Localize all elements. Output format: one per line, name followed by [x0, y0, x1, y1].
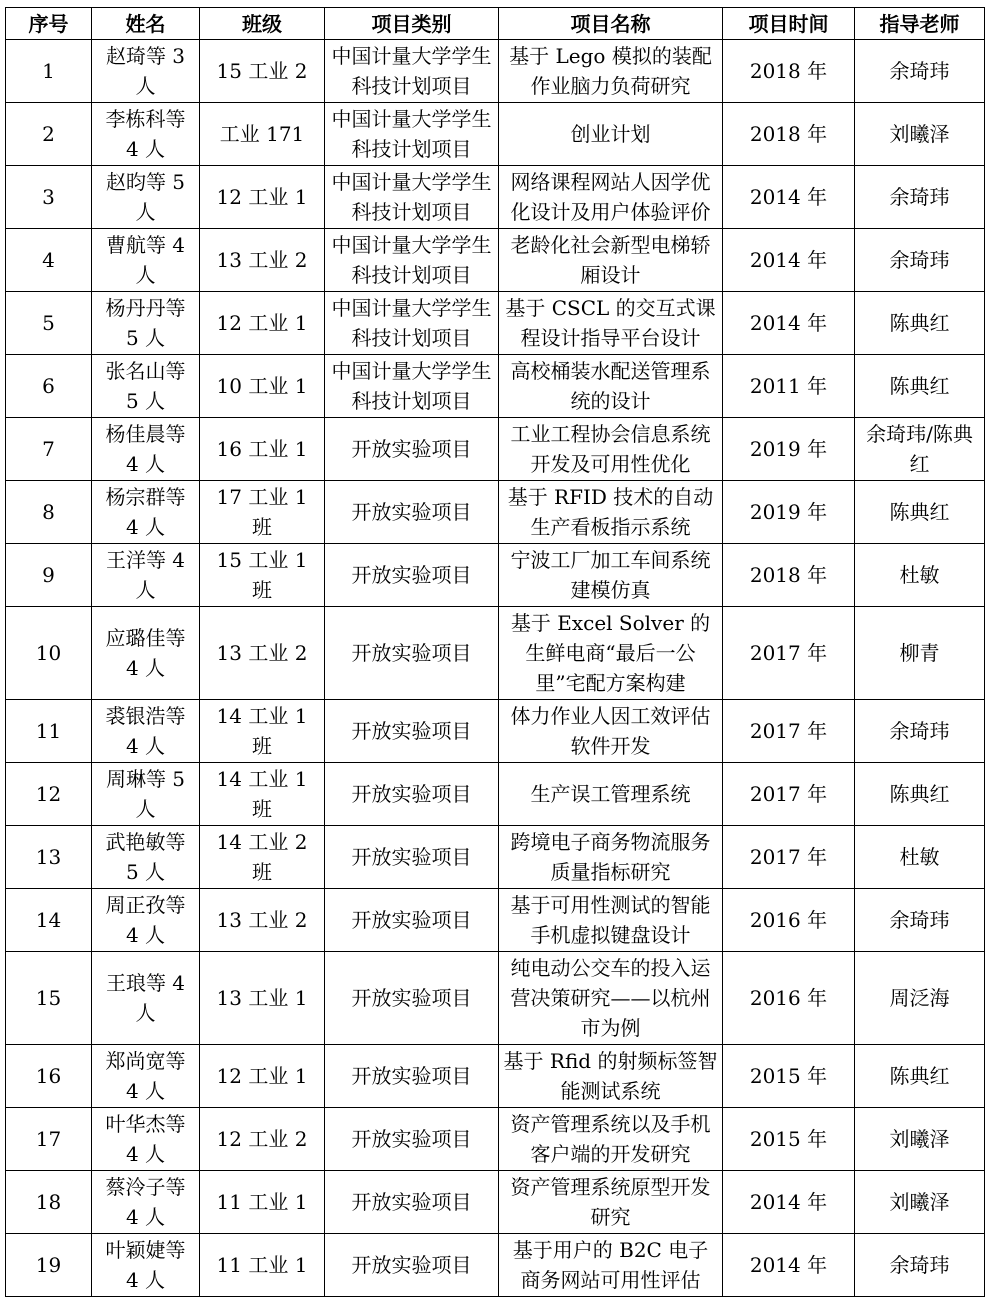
row-index: 18 [6, 1171, 92, 1234]
table-row [6, 952, 985, 1045]
project-time: 2017 年 [723, 607, 855, 700]
project-type: 开放实验项目 [325, 889, 499, 952]
class-name: 12 工业 1 [200, 1045, 325, 1108]
project-type: 中国计量大学学生科技计划项目 [325, 229, 499, 292]
project-type: 开放实验项目 [325, 763, 499, 826]
project-title: 基于 Excel Solver 的生鲜电商“最后一公里”宅配方案构建 [499, 607, 723, 700]
row-index: 6 [6, 355, 92, 418]
student-names: 应璐佳等 4 人 [92, 607, 200, 700]
advisor-name: 余琦玮 [855, 40, 985, 103]
project-time: 2017 年 [723, 826, 855, 889]
project-title: 体力作业人因工效评估软件开发 [499, 700, 723, 763]
advisor-name: 杜敏 [855, 826, 985, 889]
row-index: 13 [6, 826, 92, 889]
advisor-name: 柳青 [855, 607, 985, 700]
row-index: 11 [6, 700, 92, 763]
project-type: 中国计量大学学生科技计划项目 [325, 166, 499, 229]
project-type: 开放实验项目 [325, 481, 499, 544]
project-title: 高校桶装水配送管理系统的设计 [499, 355, 723, 418]
student-names: 王洋等 4 人 [92, 544, 200, 607]
student-names: 赵昀等 5 人 [92, 166, 200, 229]
row-index: 5 [6, 292, 92, 355]
class-name: 13 工业 1 [200, 952, 325, 1045]
project-time: 2018 年 [723, 40, 855, 103]
row-index: 15 [6, 952, 92, 1045]
student-names: 叶华杰等 4 人 [92, 1108, 200, 1171]
table-header [6, 8, 985, 40]
project-table [5, 7, 985, 1297]
project-type: 开放实验项目 [325, 544, 499, 607]
row-index: 3 [6, 166, 92, 229]
project-title: 创业计划 [499, 103, 723, 166]
advisor-name: 杜敏 [855, 544, 985, 607]
row-index: 19 [6, 1234, 92, 1297]
project-type: 中国计量大学学生科技计划项目 [325, 355, 499, 418]
header-project-type: 项目类别 [325, 8, 499, 40]
row-index: 1 [6, 40, 92, 103]
table-row [6, 418, 985, 481]
class-name: 11 工业 1 [200, 1234, 325, 1297]
project-time: 2017 年 [723, 700, 855, 763]
class-name: 10 工业 1 [200, 355, 325, 418]
project-title: 基于 CSCL 的交互式课程设计指导平台设计 [499, 292, 723, 355]
student-names: 王琅等 4 人 [92, 952, 200, 1045]
class-name: 14 工业 1 班 [200, 763, 325, 826]
advisor-name: 余琦玮 [855, 229, 985, 292]
student-names: 裘银浩等 4 人 [92, 700, 200, 763]
project-title: 老龄化社会新型电梯轿厢设计 [499, 229, 723, 292]
class-name: 11 工业 1 [200, 1171, 325, 1234]
project-title: 网络课程网站人因学优化设计及用户体验评价 [499, 166, 723, 229]
project-time: 2014 年 [723, 166, 855, 229]
project-time: 2016 年 [723, 952, 855, 1045]
class-name: 14 工业 1 班 [200, 700, 325, 763]
advisor-name: 陈典红 [855, 1045, 985, 1108]
student-names: 曹航等 4 人 [92, 229, 200, 292]
row-index: 9 [6, 544, 92, 607]
project-type: 开放实验项目 [325, 607, 499, 700]
table-row [6, 826, 985, 889]
advisor-name: 周泛海 [855, 952, 985, 1045]
advisor-name: 余琦玮 [855, 889, 985, 952]
project-type: 开放实验项目 [325, 1234, 499, 1297]
row-index: 12 [6, 763, 92, 826]
student-names: 叶颖婕等 4 人 [92, 1234, 200, 1297]
project-type: 开放实验项目 [325, 826, 499, 889]
project-title: 生产误工管理系统 [499, 763, 723, 826]
project-type: 开放实验项目 [325, 700, 499, 763]
advisor-name: 余琦玮/陈典红 [855, 418, 985, 481]
row-index: 2 [6, 103, 92, 166]
project-time: 2018 年 [723, 544, 855, 607]
project-time: 2014 年 [723, 1171, 855, 1234]
table-row [6, 763, 985, 826]
student-names: 武艳敏等 5 人 [92, 826, 200, 889]
advisor-name: 陈典红 [855, 481, 985, 544]
project-title: 资产管理系统原型开发研究 [499, 1171, 723, 1234]
project-type: 开放实验项目 [325, 1045, 499, 1108]
project-time: 2015 年 [723, 1045, 855, 1108]
project-title: 基于 Rfid 的射频标签智能测试系统 [499, 1045, 723, 1108]
advisor-name: 陈典红 [855, 292, 985, 355]
row-index: 17 [6, 1108, 92, 1171]
header-class: 班级 [200, 8, 325, 40]
table-row [6, 544, 985, 607]
project-time: 2019 年 [723, 418, 855, 481]
class-name: 12 工业 2 [200, 1108, 325, 1171]
table-row [6, 1108, 985, 1171]
project-title: 基于用户的 B2C 电子商务网站可用性评估 [499, 1234, 723, 1297]
student-names: 周正孜等 4 人 [92, 889, 200, 952]
class-name: 14 工业 2 班 [200, 826, 325, 889]
class-name: 13 工业 2 [200, 889, 325, 952]
project-type: 开放实验项目 [325, 1171, 499, 1234]
project-type: 中国计量大学学生科技计划项目 [325, 103, 499, 166]
row-index: 7 [6, 418, 92, 481]
class-name: 17 工业 1 班 [200, 481, 325, 544]
student-names: 杨宗群等 4 人 [92, 481, 200, 544]
table-row [6, 292, 985, 355]
project-type: 中国计量大学学生科技计划项目 [325, 40, 499, 103]
project-time: 2014 年 [723, 1234, 855, 1297]
project-time: 2017 年 [723, 763, 855, 826]
project-time: 2016 年 [723, 889, 855, 952]
header-advisor: 指导老师 [855, 8, 985, 40]
student-names: 杨佳晨等 4 人 [92, 418, 200, 481]
project-title: 宁波工厂加工车间系统建模仿真 [499, 544, 723, 607]
header-index: 序号 [6, 8, 92, 40]
header-project-time: 项目时间 [723, 8, 855, 40]
project-time: 2011 年 [723, 355, 855, 418]
table-row [6, 1045, 985, 1108]
row-index: 14 [6, 889, 92, 952]
student-names: 张名山等 5 人 [92, 355, 200, 418]
class-name: 12 工业 1 [200, 166, 325, 229]
row-index: 10 [6, 607, 92, 700]
table-row [6, 355, 985, 418]
advisor-name: 余琦玮 [855, 1234, 985, 1297]
student-names: 赵琦等 3 人 [92, 40, 200, 103]
project-title: 工业工程协会信息系统开发及可用性优化 [499, 418, 723, 481]
class-name: 13 工业 2 [200, 229, 325, 292]
advisor-name: 余琦玮 [855, 166, 985, 229]
advisor-name: 刘曦泽 [855, 1171, 985, 1234]
class-name: 12 工业 1 [200, 292, 325, 355]
class-name: 工业 171 [200, 103, 325, 166]
class-name: 16 工业 1 [200, 418, 325, 481]
advisor-name: 陈典红 [855, 355, 985, 418]
row-index: 4 [6, 229, 92, 292]
table-row [6, 103, 985, 166]
student-names: 杨丹丹等 5 人 [92, 292, 200, 355]
project-type: 开放实验项目 [325, 1108, 499, 1171]
project-type: 开放实验项目 [325, 952, 499, 1045]
project-time: 2015 年 [723, 1108, 855, 1171]
table-row [6, 229, 985, 292]
project-title: 基于 Lego 模拟的装配作业脑力负荷研究 [499, 40, 723, 103]
header-row [6, 8, 985, 40]
table-row [6, 40, 985, 103]
student-names: 蔡泠子等 4 人 [92, 1171, 200, 1234]
table-row [6, 166, 985, 229]
class-name: 15 工业 2 [200, 40, 325, 103]
header-project-title: 项目名称 [499, 8, 723, 40]
table-body [6, 40, 985, 1297]
table-row [6, 889, 985, 952]
row-index: 16 [6, 1045, 92, 1108]
advisor-name: 刘曦泽 [855, 103, 985, 166]
advisor-name: 余琦玮 [855, 700, 985, 763]
project-title: 基于可用性测试的智能手机虚拟键盘设计 [499, 889, 723, 952]
student-names: 周琳等 5 人 [92, 763, 200, 826]
advisor-name: 刘曦泽 [855, 1108, 985, 1171]
project-time: 2018 年 [723, 103, 855, 166]
project-title: 纯电动公交车的投入运营决策研究——以杭州市为例 [499, 952, 723, 1045]
project-title: 基于 RFID 技术的自动生产看板指示系统 [499, 481, 723, 544]
table-row [6, 700, 985, 763]
class-name: 15 工业 1 班 [200, 544, 325, 607]
table-row [6, 1234, 985, 1297]
header-name: 姓名 [92, 8, 200, 40]
student-names: 郑尚宽等 4 人 [92, 1045, 200, 1108]
table-row [6, 481, 985, 544]
project-time: 2014 年 [723, 229, 855, 292]
row-index: 8 [6, 481, 92, 544]
class-name: 13 工业 2 [200, 607, 325, 700]
project-type: 开放实验项目 [325, 418, 499, 481]
project-time: 2014 年 [723, 292, 855, 355]
table-row [6, 1171, 985, 1234]
project-title: 跨境电子商务物流服务质量指标研究 [499, 826, 723, 889]
project-type: 中国计量大学学生科技计划项目 [325, 292, 499, 355]
project-title: 资产管理系统以及手机客户端的开发研究 [499, 1108, 723, 1171]
student-names: 李栋科等 4 人 [92, 103, 200, 166]
table-row [6, 607, 985, 700]
project-time: 2019 年 [723, 481, 855, 544]
advisor-name: 陈典红 [855, 763, 985, 826]
